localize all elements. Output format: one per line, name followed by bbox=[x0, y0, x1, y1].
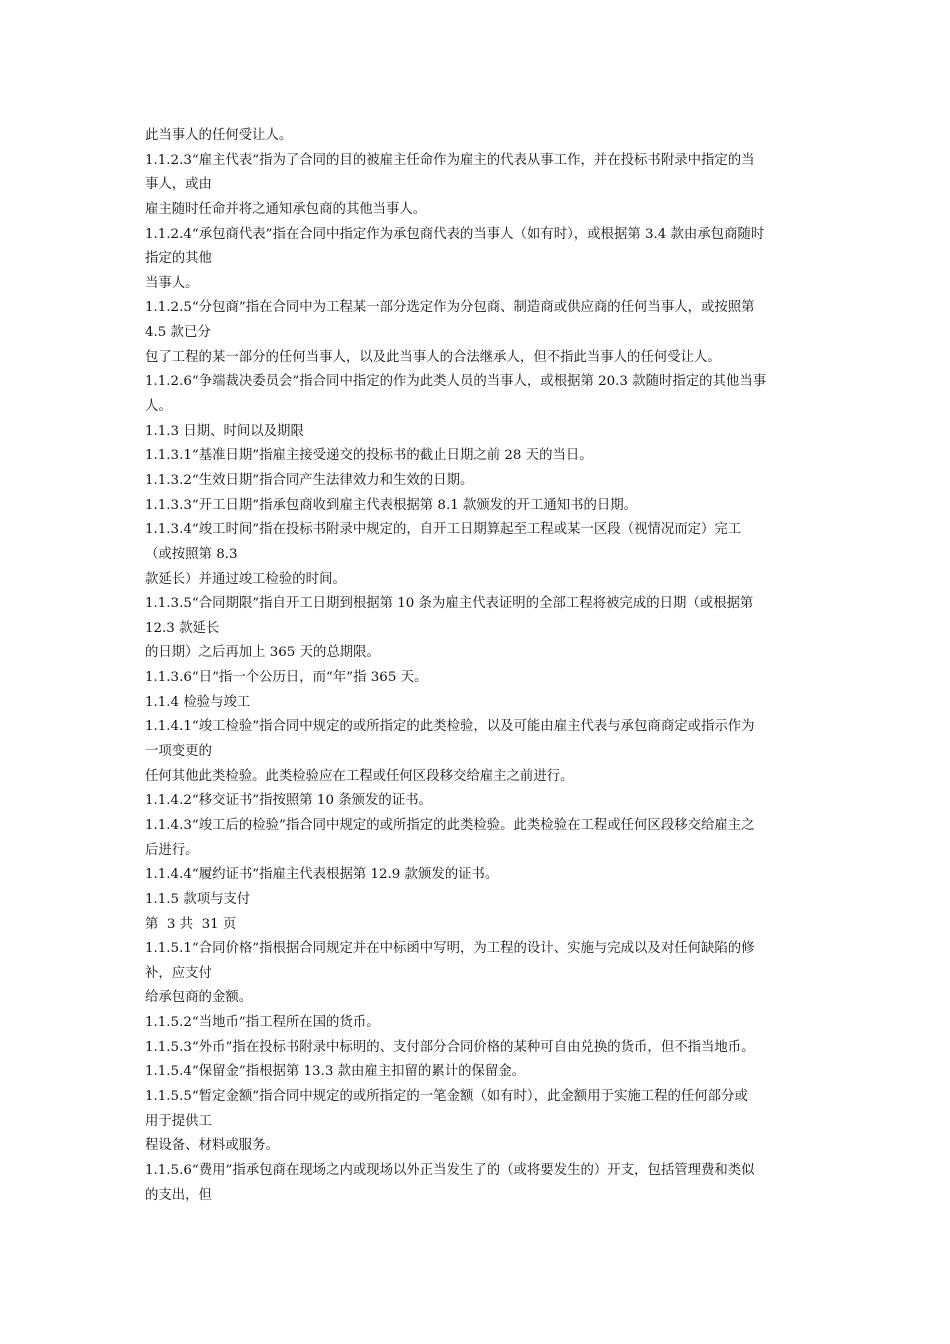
section-heading: 1.1.4 检验与竣工 bbox=[145, 694, 251, 710]
text-line: 的日期）之后再加上 365 天的总期限。 bbox=[145, 645, 380, 661]
text-line: 1.1.3.5“合同期限”指自开工日期到根据第 10 条为雇主代表证明的全部工程将被完成的日期（或根据第 bbox=[145, 596, 754, 612]
text-line: 1.1.5.6“费用”指承包商在现场之内或现场以外正当发生了的（或将要发生的）开支，包括管理费和类似 bbox=[145, 1162, 755, 1178]
page-number: 第 3 共 31 页 bbox=[145, 916, 237, 932]
text-line: 1.1.3.4“竣工时间”指在投标书附录中规定的，自开工日期算起至工程或某一区段（视情况而定）完工 bbox=[145, 522, 742, 538]
text-line: 1.1.3.3“开工日期”指承包商收到雇主代表根据第 8.1 款颁发的开工通知书的日期。 bbox=[145, 497, 638, 513]
text-line: 1.1.3.2“生效日期”指合同产生法律效力和生效的日期。 bbox=[145, 472, 474, 488]
text-line: 人。 bbox=[145, 399, 172, 415]
text-line: 1.1.4.4“履约证书”指雇主代表根据第 12.9 款颁发的证书。 bbox=[145, 867, 499, 883]
text-line: 任何其他此类检验。此类检验应在工程或任何区段移交给雇主之前进行。 bbox=[145, 768, 574, 784]
text-line: 1.1.2.5“分包商”指在合同中为工程某一部分选定作为分包商、制造商或供应商的任何当事人，或按照第 bbox=[145, 300, 755, 316]
text-line: 1.1.4.1“竣工检验”指合同中规定的或所指定的此类检验，以及可能由雇主代表与承包商商定或指示作为 bbox=[145, 719, 755, 735]
text-line: 程设备、材料或服务。 bbox=[145, 1138, 279, 1154]
text-line: 1.1.5.5“暂定金额”指合同中规定的或所指定的一笔金额（如有时），此金额用于实施工程的任何部分或 bbox=[145, 1088, 748, 1104]
text-line: 此当事人的任何受让人。 bbox=[145, 128, 293, 143]
text-line: 1.1.4.2“移交证书”指按照第 10 条颁发的证书。 bbox=[145, 793, 432, 809]
text-line: 补，应支付 bbox=[145, 965, 212, 981]
text-line: 用于提供工 bbox=[145, 1113, 212, 1129]
text-line: 1.1.5.2“当地币”指工程所在国的货币。 bbox=[145, 1015, 380, 1031]
text-line: 1.1.2.6“争端裁决委员会”指合同中指定的作为此类人员的当事人，或根据第 20.3 款随时指定的其他当事 bbox=[145, 374, 767, 390]
text-line: 款延长）并通过竣工检验的时间。 bbox=[145, 571, 346, 587]
text-line: 给承包商的金额。 bbox=[145, 990, 253, 1006]
text-line: 一项变更的 bbox=[145, 744, 212, 760]
text-line: 1.1.5.3“外币”指在投标书附录中标明的、支付部分合同价格的某种可自由兑换的货币，但不指当地币。 bbox=[145, 1039, 755, 1055]
document-body bbox=[145, 124, 805, 1208]
text-line: 1.1.4.3“竣工后的检验”指合同中规定的或所指定的此类检验。此类检验在工程或任何区段移交给雇主之 bbox=[145, 817, 755, 833]
section-heading: 1.1.5 款项与支付 bbox=[145, 891, 251, 907]
text-line: 包了工程的某一部分的任何当事人，以及此当事人的合法继承人，但不指此当事人的任何受让人。 bbox=[145, 349, 721, 365]
text-line: 指定的其他 bbox=[145, 251, 212, 267]
text-line: 雇主随时任命并将之通知承包商的其他当事人。 bbox=[145, 201, 427, 217]
text-line: 事人，或由 bbox=[145, 177, 212, 193]
section-heading: 1.1.3 日期、时间以及期限 bbox=[145, 423, 304, 439]
text-line: 1.1.2.4“承包商代表”指在合同中指定作为承包商代表的当事人（如有时），或根据第 3.4 款由承包商随时 bbox=[145, 226, 765, 242]
text-line: 后进行。 bbox=[145, 842, 199, 858]
text-line: 4.5 款已分 bbox=[145, 325, 211, 341]
text-line: 1.1.5.1“合同价格”指根据合同规定并在中标函中写明，为工程的设计、实施与完成以及对任何缺陷的修 bbox=[145, 941, 755, 957]
text-line: 1.1.2.3“雇主代表”指为了合同的目的被雇主任命作为雇主的代表从事工作，并在投标书附录中指定的当 bbox=[145, 152, 755, 168]
text-line: （或按照第 8.3 bbox=[145, 546, 238, 562]
text-line: 12.3 款延长 bbox=[145, 620, 220, 636]
text-line: 当事人。 bbox=[145, 275, 199, 291]
text-line: 1.1.5.4“保留金”指根据第 13.3 款由雇主扣留的累计的保留金。 bbox=[145, 1064, 526, 1080]
text-line: 的支出，但 bbox=[145, 1187, 212, 1203]
text-line: 1.1.3.6“日”指一个公历日，而“年”指 365 天。 bbox=[145, 670, 428, 686]
text-line: 1.1.3.1“基准日期”指雇主接受递交的投标书的截止日期之前 28 天的当日。 bbox=[145, 448, 593, 464]
